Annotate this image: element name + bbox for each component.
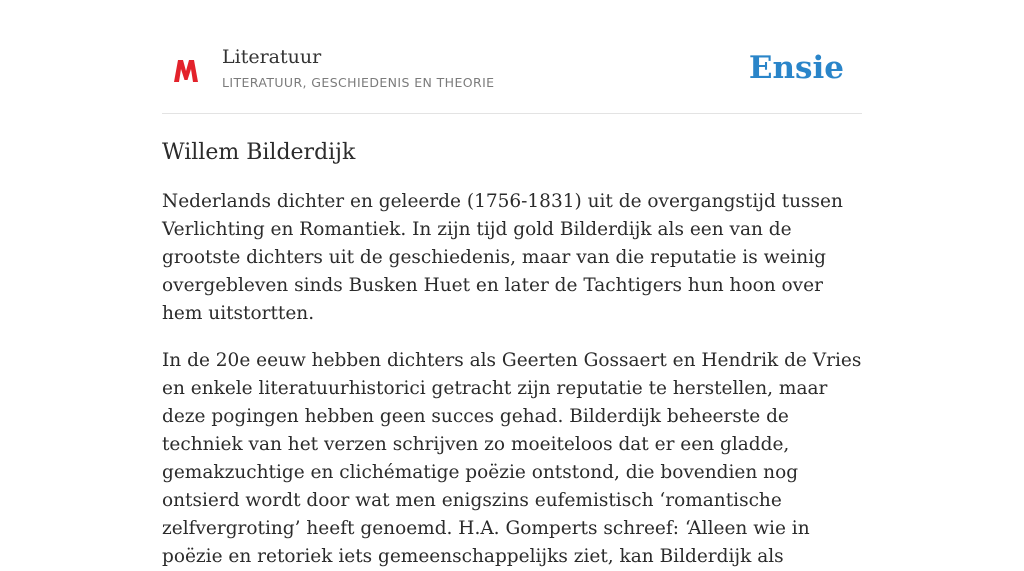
ensie-m-logo-icon[interactable] <box>172 56 200 86</box>
site-header <box>162 40 862 114</box>
article-paragraph: Nederlands dichter en geleerde (1756-1831) uit de overgangstijd tussen Verlichting en Romantiek. In zijn tijd gold Bilderdijk als een van de grootste dichters uit de geschiedenis, maar van die reputatie is weinig overgebleven sinds Busken Huet en later de Tachtigers hun hoon over hem uitstortten. <box>162 191 843 324</box>
article-title: Willem Bilderdijk <box>162 140 356 165</box>
site-title[interactable]: Literatuur <box>222 46 322 68</box>
article-paragraph: In de 20e eeuw hebben dichters als Geerten Gossaert en Hendrik de Vries en enkele literatuurhistorici getracht zijn reputatie te herstellen, maar deze pogingen hebben geen succes gehad. Bilderdijk beheerste de techniek van het verzen schrijven zo moeiteloos dat er een gladde, gemakzuchtige en clichématige poëzie ontstond, die bovendien nog ontsierd wordt door wat men enigszins eufemistisch ‘romantische zelfvergroting’ heeft genoemd. H.A. Gomperts schreef: ‘Alleen wie in poëzie en retoriek iets gemeenschappelijks ziet, kan Bilderdijk als <box>162 350 862 567</box>
brand-logo[interactable]: Ensie <box>748 50 844 86</box>
site-subtitle: LITERATUUR, GESCHIEDENIS EN THEORIE <box>222 75 495 90</box>
article <box>162 136 868 571</box>
